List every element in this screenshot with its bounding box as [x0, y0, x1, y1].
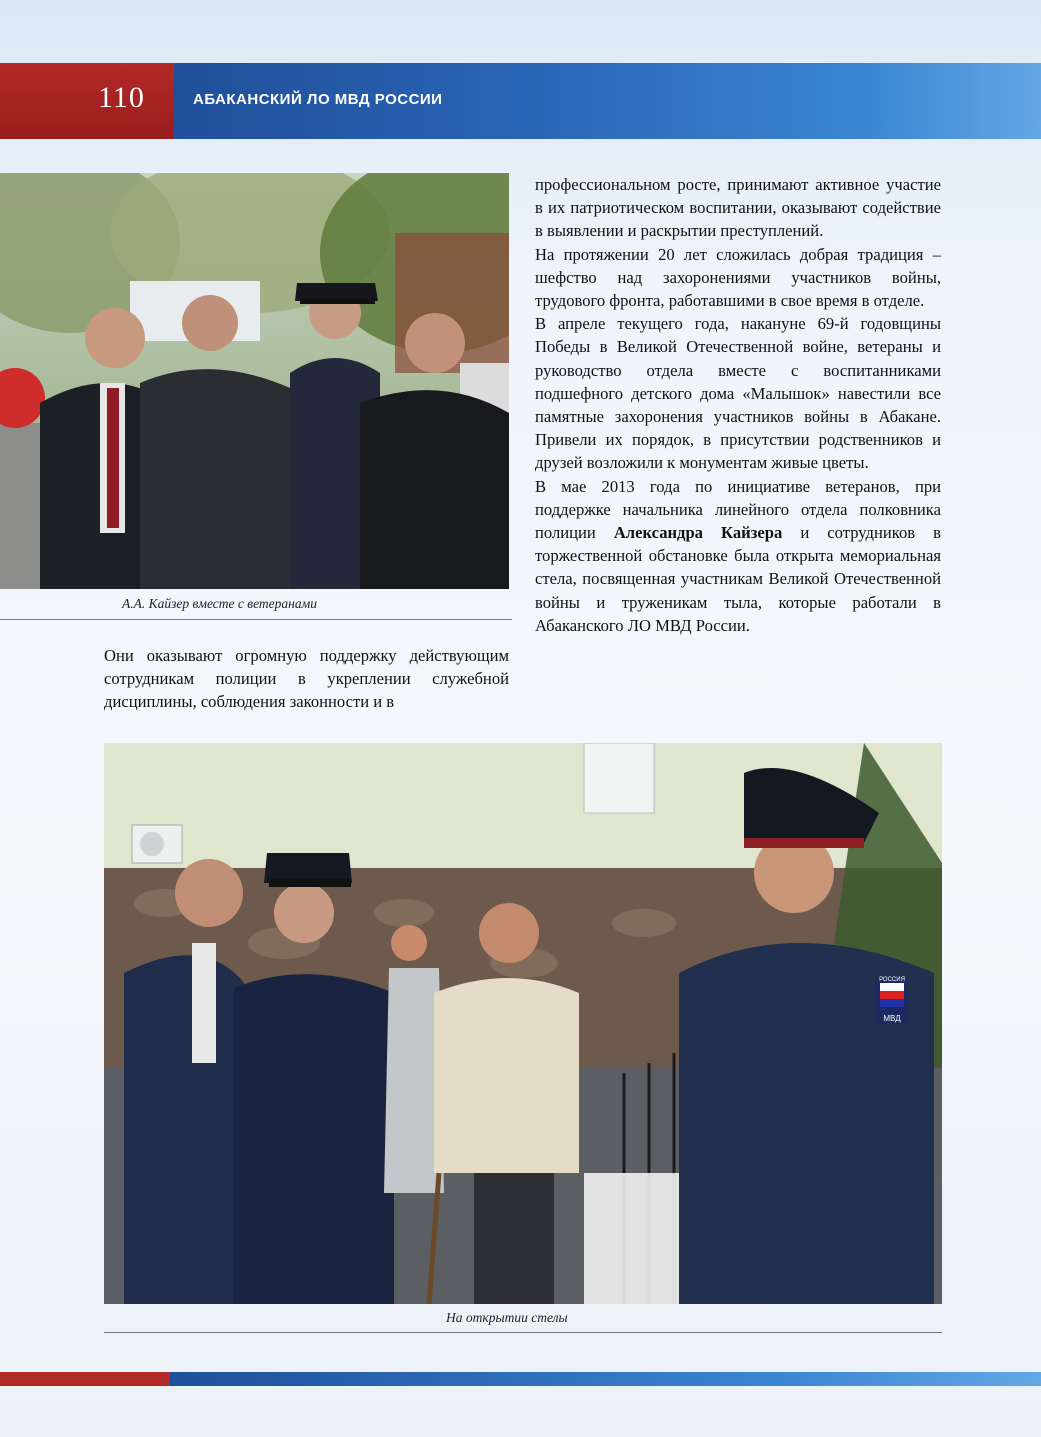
photo-stele-caption: На открытии стелы	[446, 1310, 568, 1325]
caption-divider-1	[0, 619, 512, 620]
paragraph: Они оказывают огромную поддержку действующим сотрудникам полиции в укреплении служебной дисциплины, соблюдения законности и в	[104, 646, 509, 712]
bold-name: Александра Кайзера	[613, 523, 783, 543]
paragraph-text: и сотрудников в торжественной обстановке была открыта мемориальная стела, посвященная участникам Великой Отечественной войны и труженикам тыла, которые работали в Абаканского ЛО МВД России.	[535, 523, 941, 635]
badge-text-russia: РОССИЯ	[879, 977, 905, 983]
header-title: АБАКАНСКИЙ ЛО МВД РОССИИ	[193, 91, 443, 108]
photo-veterans	[0, 173, 509, 589]
photo-stele-opening	[104, 743, 942, 1304]
photo-veterans-caption: А.А. Кайзер вместе с ветеранами	[122, 596, 317, 611]
paragraph: На протяжении 20 лет сложилась добрая традиция – шефство над захоронениями участников войны, трудового фронта, работавшими в свое время в отделе.	[535, 244, 941, 311]
left-text-column	[104, 644, 509, 714]
header-red-block	[0, 63, 174, 139]
paragraph	[535, 475, 941, 637]
right-text-column	[535, 173, 941, 637]
page-footer-band	[0, 1372, 1041, 1386]
caption-divider-2	[104, 1332, 942, 1333]
paragraph: В апреле текущего года, накануне 69-й годовщины Победы в Великой Отечественной войне, ветераны и руководство отдела вместе с воспитанниками подшефного детского дома «Малышок» навестили все памятные захоронения участников войны в Абакане. Привели их порядок, в присутствии родственников и друзей возложили к монументам живые цветы.	[535, 314, 941, 473]
badge-text-mvd: МВД	[883, 1014, 901, 1023]
footer-blue-band	[170, 1372, 1041, 1386]
footer-red-block	[0, 1372, 170, 1386]
page-number: 110	[98, 81, 145, 114]
paragraph: профессиональном росте, принимают активное участие в их патриотическом воспитании, оказывают содействие в выявлении и раскрытии преступлений.	[535, 175, 941, 241]
paragraph-text: В мае 2013 года по инициативе ветеранов, при поддержке начальника линейного отдела полковника полиции	[535, 476, 941, 543]
page-header	[0, 63, 1041, 139]
